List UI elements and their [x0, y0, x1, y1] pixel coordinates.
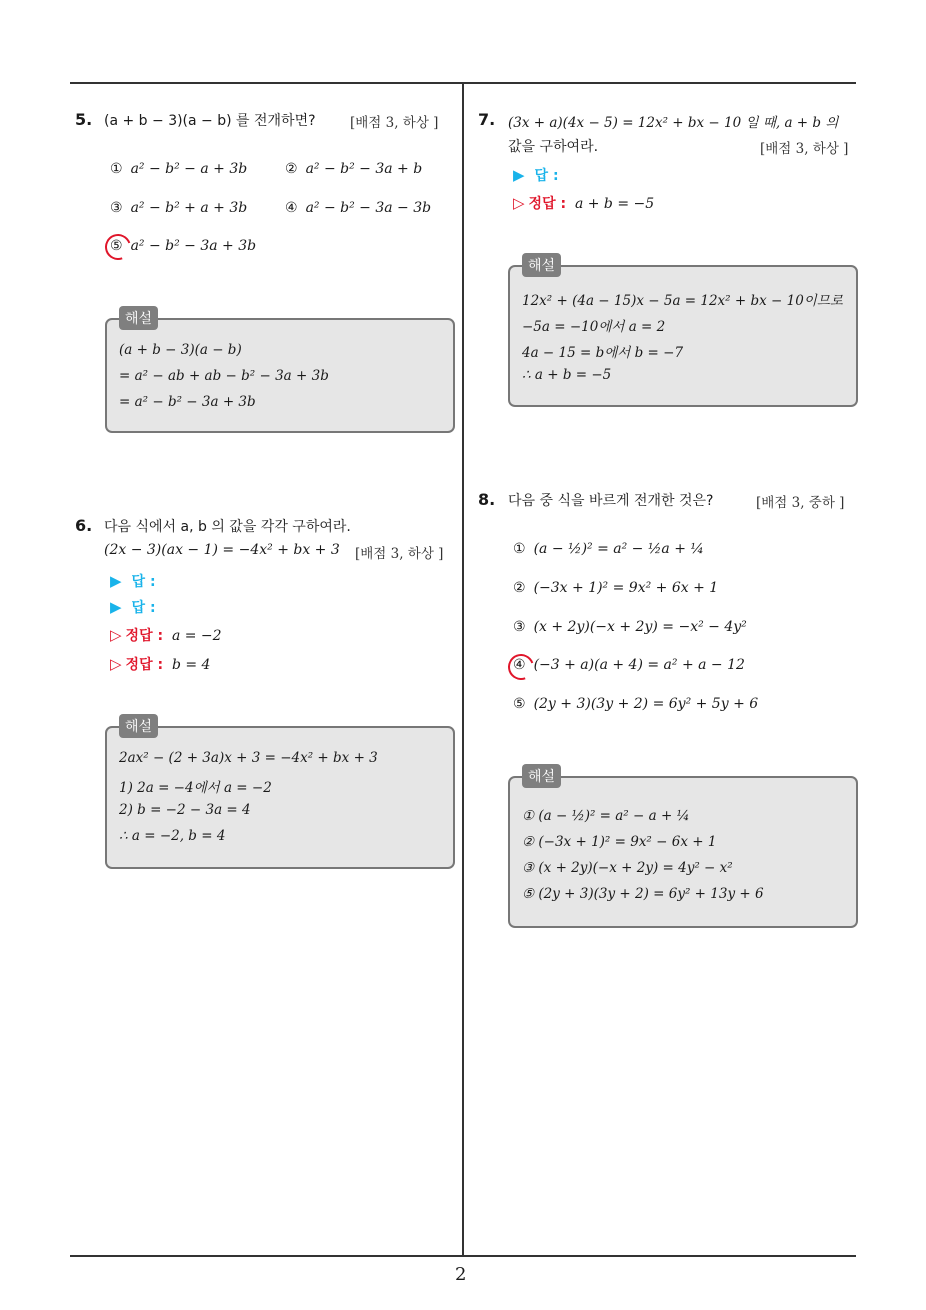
solution-title: 해설	[119, 714, 158, 738]
choice-number: ②	[285, 161, 298, 177]
choice-expression: (2y + 3)(3y + 2) = 6y² + 5y + 6	[533, 696, 759, 712]
q6-number: 6.	[75, 516, 93, 535]
q5-solution-box	[105, 311, 455, 433]
q6-answer-b[interactable]	[110, 597, 156, 617]
q7-question-line1: (3x + a)(4x − 5) = 12x² + bx − 10 일 때, a + b 의	[508, 115, 839, 131]
q7-number: 7.	[478, 110, 496, 129]
triangle-icon: ▶	[110, 598, 122, 616]
triangle-icon: ▶	[513, 166, 525, 184]
correct-answer-circle-icon	[504, 650, 539, 685]
solution-line: 2ax² − (2 + 3a)x + 3 = −4x² + bx + 3	[119, 750, 378, 766]
q8-question: 다음 중 식을 바르게 전개한 것은?	[508, 493, 714, 509]
choice-number: ③	[513, 619, 526, 635]
correct-answer-circle-icon	[101, 230, 136, 265]
triangle-icon: ▶	[110, 572, 122, 590]
q5-number: 5.	[75, 110, 93, 129]
q6-equation: (2x − 3)(ax − 1) = −4x² + bx + 3	[104, 542, 340, 558]
q6-key-a	[110, 625, 222, 645]
choice-expression: (−3x + 1)² = 9x² + 6x + 1	[533, 580, 719, 596]
solution-line: = a² − b² − 3a + 3b	[119, 394, 256, 410]
choice-expression: a² − b² − a + 3b	[130, 161, 248, 177]
q7-key	[513, 193, 654, 213]
q7-answer[interactable]	[513, 165, 559, 185]
solution-line: 12x² + (4a − 15)x − 5a = 12x² + bx − 10이므로	[522, 293, 843, 309]
choice-number: ①	[513, 541, 526, 557]
choice-expression: a² − b² − 3a + b	[305, 161, 423, 177]
column-divider	[462, 82, 464, 1256]
solution-line: ⑤ (2y + 3)(3y + 2) = 6y² + 13y + 6	[522, 886, 764, 902]
outline-triangle-icon: ▷	[110, 626, 122, 644]
choice-expression: (a − ½)² = a² − ½a + ¼	[533, 541, 704, 557]
q5-choice-5[interactable]	[110, 238, 256, 254]
q7-score: [배점 3, 하상 ]	[760, 141, 849, 157]
page-number: 2	[455, 1264, 467, 1285]
key-label: 정답 :	[125, 657, 164, 673]
answer-label: 답 :	[131, 574, 156, 590]
key-value: a = −2	[171, 628, 222, 644]
q5-choice-2[interactable]	[285, 161, 422, 177]
q5-choice-4[interactable]	[285, 200, 431, 216]
solution-line: ② (−3x + 1)² = 9x² − 6x + 1	[522, 834, 717, 850]
choice-expression: a² − b² + a + 3b	[130, 200, 248, 216]
q7-question-line2: 값을 구하여라.	[508, 139, 599, 155]
q6-solution-box	[105, 719, 455, 869]
solution-line: ① (a − ½)² = a² − a + ¼	[522, 808, 690, 824]
q6-score: [배점 3, 하상 ]	[355, 546, 444, 562]
q8-choice-1[interactable]	[513, 541, 704, 557]
solution-line: = a² − ab + ab − b² − 3a + 3b	[119, 368, 329, 384]
choice-number: ②	[513, 580, 526, 596]
q8-number: 8.	[478, 490, 496, 509]
solution-title: 해설	[522, 253, 561, 277]
choice-number: ①	[110, 161, 123, 177]
choice-number: ③	[110, 200, 123, 216]
solution-title: 해설	[522, 764, 561, 788]
q8-solution-box	[508, 769, 858, 928]
choice-expression: (−3 + a)(a + 4) = a² + a − 12	[533, 657, 745, 673]
q6-question: 다음 식에서 a, b 의 값을 각각 구하여라.	[104, 519, 351, 535]
q8-score: [배점 3, 중하 ]	[756, 495, 845, 511]
q8-choice-3[interactable]	[513, 619, 747, 635]
q7-solution-box	[508, 258, 858, 407]
choice-number: ④	[513, 657, 526, 673]
solution-line: ③ (x + 2y)(−x + 2y) = 4y² − x²	[522, 860, 733, 876]
solution-title: 해설	[119, 306, 158, 330]
solution-line: −5a = −10에서 a = 2	[522, 319, 666, 335]
choice-expression: a² − b² − 3a + 3b	[130, 238, 257, 254]
q8-choice-5[interactable]	[513, 696, 758, 712]
q8-choice-4[interactable]	[513, 657, 745, 673]
q8-choice-2[interactable]	[513, 580, 718, 596]
choice-number: ④	[285, 200, 298, 216]
solution-line: 4a − 15 = b에서 b = −7	[522, 345, 684, 361]
q5-question: (a + b − 3)(a − b) 를 전개하면?	[104, 113, 316, 129]
solution-line: (a + b − 3)(a − b)	[119, 342, 242, 358]
answer-label: 답 :	[534, 168, 559, 184]
solution-line: ∴ a = −2, b = 4	[119, 828, 226, 844]
key-label: 정답 :	[125, 628, 164, 644]
bottom-rule	[70, 1255, 856, 1257]
outline-triangle-icon: ▷	[110, 655, 122, 673]
answer-label: 답 :	[131, 600, 156, 616]
choice-number: ⑤	[513, 696, 526, 712]
choice-number: ⑤	[110, 238, 123, 254]
choice-expression: (x + 2y)(−x + 2y) = −x² − 4y²	[533, 619, 747, 635]
key-value: a + b = −5	[574, 196, 655, 212]
q6-answer-a[interactable]	[110, 571, 156, 591]
q5-score: [배점 3, 하상 ]	[350, 115, 439, 131]
key-value: b = 4	[171, 657, 211, 673]
outline-triangle-icon: ▷	[513, 194, 525, 212]
solution-line: 1) 2a = −4에서 a = −2	[119, 780, 272, 796]
solution-line: ∴ a + b = −5	[522, 367, 612, 383]
key-label: 정답 :	[528, 196, 567, 212]
q5-choice-1[interactable]	[110, 161, 247, 177]
q6-key-b	[110, 654, 210, 674]
solution-line: 2) b = −2 − 3a = 4	[119, 802, 251, 818]
q5-choice-3[interactable]	[110, 200, 247, 216]
choice-expression: a² − b² − 3a − 3b	[305, 200, 432, 216]
